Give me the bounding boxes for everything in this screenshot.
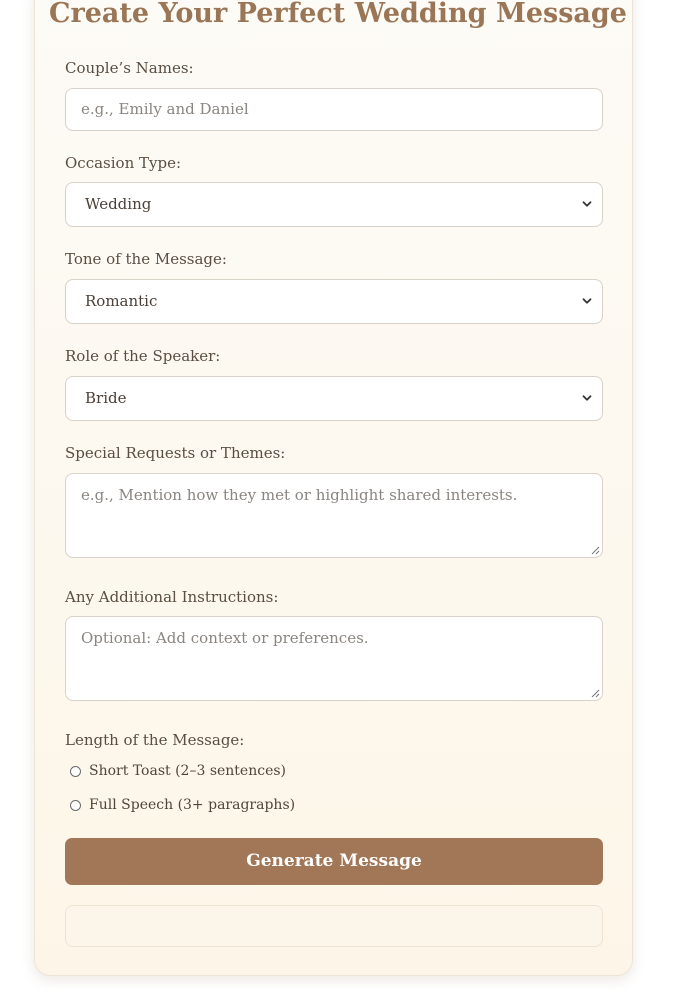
- message-output: [65, 905, 603, 947]
- tone-value: Romantic: [85, 292, 158, 310]
- resize-handle-icon[interactable]: [591, 546, 600, 555]
- length-option-short[interactable]: [70, 761, 286, 781]
- additional-instructions-placeholder: Optional: Add context or preferences.: [81, 629, 369, 647]
- special-requests-textarea[interactable]: [65, 473, 603, 558]
- occasion-type-value: Wedding: [85, 195, 152, 213]
- tone-select[interactable]: [65, 279, 603, 324]
- generate-message-button[interactable]: Generate Message: [65, 838, 603, 885]
- chevron-down-icon: [582, 199, 592, 209]
- length-option-label: Short Toast (2–3 sentences): [89, 763, 287, 779]
- speaker-role-value: Bride: [85, 389, 127, 407]
- length-option-label: Full Speech (3+ paragraphs): [89, 797, 296, 813]
- chevron-down-icon: [582, 393, 592, 403]
- special-requests-placeholder: e.g., Mention how they met or highlight shared interests.: [81, 486, 518, 504]
- resize-handle-icon[interactable]: [591, 689, 600, 698]
- couple-names-input[interactable]: [65, 88, 603, 131]
- occasion-type-select[interactable]: [65, 182, 603, 227]
- additional-instructions-label: Any Additional Instructions:: [65, 588, 279, 606]
- length-option-full[interactable]: [70, 795, 295, 815]
- chevron-down-icon: [582, 296, 592, 306]
- page-title: Create Your Perfect Wedding Message: [49, 0, 627, 29]
- radio-button[interactable]: [70, 766, 81, 777]
- couple-names-label: Couple’s Names:: [65, 59, 194, 77]
- speaker-role-select[interactable]: [65, 376, 603, 421]
- occasion-type-label: Occasion Type:: [65, 154, 182, 172]
- radio-button[interactable]: [70, 800, 81, 811]
- tone-label: Tone of the Message:: [65, 250, 227, 268]
- additional-instructions-textarea[interactable]: [65, 616, 603, 701]
- special-requests-label: Special Requests or Themes:: [65, 444, 286, 462]
- couple-names-placeholder: e.g., Emily and Daniel: [81, 100, 249, 118]
- message-length-label: Length of the Message:: [65, 731, 245, 749]
- speaker-role-label: Role of the Speaker:: [65, 347, 221, 365]
